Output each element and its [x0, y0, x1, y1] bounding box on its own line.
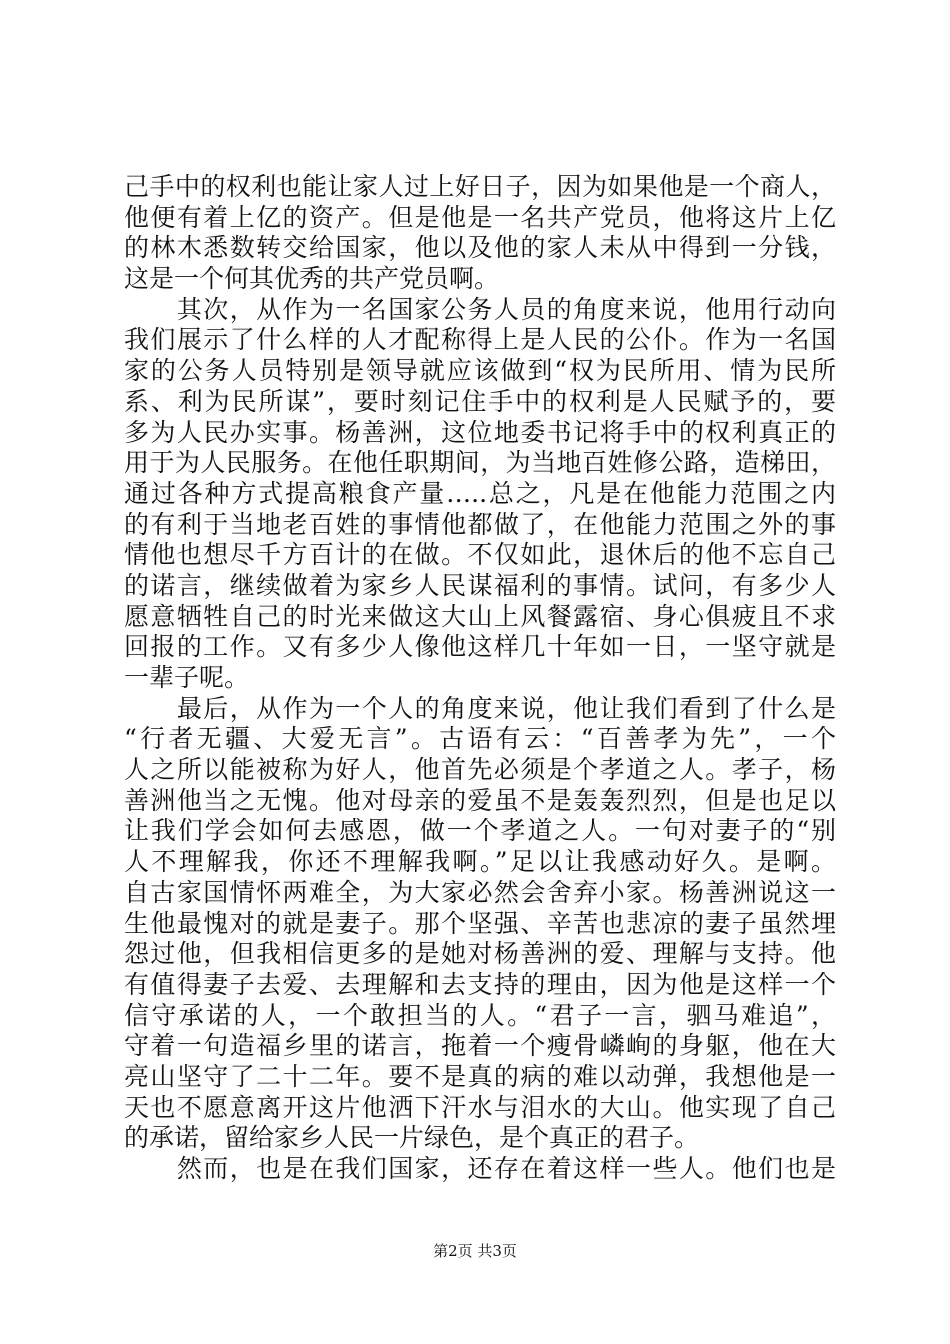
text-line: 的诺言，继续做着为家乡人民谋福利的事情。试问，有多少人: [124, 570, 836, 600]
text-line: 多为人民办实事。杨善洲，这位地委书记将手中的权利真正的: [124, 417, 836, 447]
text-line: 善洲他当之无愧。他对母亲的爱虽不是轰轰烈烈，但是也足以: [124, 785, 836, 815]
text-line: 的承诺，留给家乡人民一片绿色，是个真正的君子。: [124, 1123, 700, 1153]
text-line: 让我们学会如何去感恩，做一个孝道之人。一句对妻子的“别: [124, 816, 836, 846]
text-line: 亮山坚守了二十二年。要不是真的病的难以动弹，我想他是一: [124, 1061, 836, 1091]
text-line: 天也不愿意离开这片他洒下汗水与泪水的大山。他实现了自己: [124, 1092, 836, 1122]
text-line: 的有利于当地老百姓的事情他都做了，在他能力范围之外的事: [124, 509, 836, 539]
text-line: 通过各种方式提高粮食产量…..总之，凡是在他能力范围之内: [124, 478, 836, 508]
page-footer: 第2页 共3页: [433, 1242, 517, 1260]
text-line: 有值得妻子去爱、去理解和去支持的理由，因为他是这样一个: [124, 969, 836, 999]
text-line: 自古家国情怀两难全，为大家必然会舍弃小家。杨善洲说这一: [124, 877, 836, 907]
text-line: “行者无疆、大爱无言”。古语有云：“百善孝为先”，一个: [124, 724, 836, 754]
text-line: 其次，从作为一名国家公务人员的角度来说，他用行动向: [124, 294, 836, 324]
text-line: 情他也想尽千方百计的在做。不仅如此，退休后的他不忘自己: [124, 540, 836, 570]
text-line: 然而，也是在我们国家，还存在着这样一些人。他们也是: [124, 1154, 836, 1183]
text-line: 己手中的权利也能让家人过上好日子，因为如果他是一个商人，: [124, 172, 836, 201]
text-line: 这是一个何其优秀的共产党员啊。: [124, 264, 500, 294]
text-line: 他便有着上亿的资产。但是他是一名共产党员，他将这片上亿: [124, 202, 836, 232]
text-line: 最后，从作为一个人的角度来说，他让我们看到了什么是: [124, 693, 836, 723]
text-line: 一辈子呢。: [124, 663, 250, 692]
text-line: 用于为人民服务。在他任职期间，为当地百姓修公路，造梯田，: [124, 448, 836, 478]
text-line: 生他最愧对的就是妻子。那个坚强、辛苦也悲凉的妻子虽然埋: [124, 908, 836, 938]
text-line: 怨过他，但我相信更多的是她对杨善洲的爱、理解与支持。他: [124, 939, 836, 969]
text-line: 愿意牺牲自己的时光来做这大山上风餐露宿、身心俱疲且不求: [124, 601, 836, 631]
text-line: 家的公务人员特别是领导就应该做到“权为民所用、情为民所: [124, 356, 836, 386]
text-line: 我们展示了什么样的人才配称得上是人民的公仆。作为一名国: [124, 325, 836, 355]
text-line: 守着一句造福乡里的诺言，拖着一个瘦骨嶙峋的身躯，他在大: [124, 1031, 836, 1061]
document-body: [124, 172, 836, 1185]
text-line: 人不理解我，你还不理解我啊。”足以让我感动好久。是啊。: [124, 847, 836, 877]
text-line: 的林木悉数转交给国家，他以及他的家人未从中得到一分钱，: [124, 233, 836, 263]
text-line: 回报的工作。又有多少人像他这样几十年如一日，一坚守就是: [124, 632, 836, 662]
text-line: 信守承诺的人，一个敢担当的人。“君子一言，驷马难追”，: [124, 1000, 836, 1030]
text-line: 系、利为民所谋”，要时刻记住手中的权利是人民赋予的，要: [124, 386, 836, 416]
text-line: 人之所以能被称为好人，他首先必须是个孝道之人。孝子，杨: [124, 755, 836, 785]
